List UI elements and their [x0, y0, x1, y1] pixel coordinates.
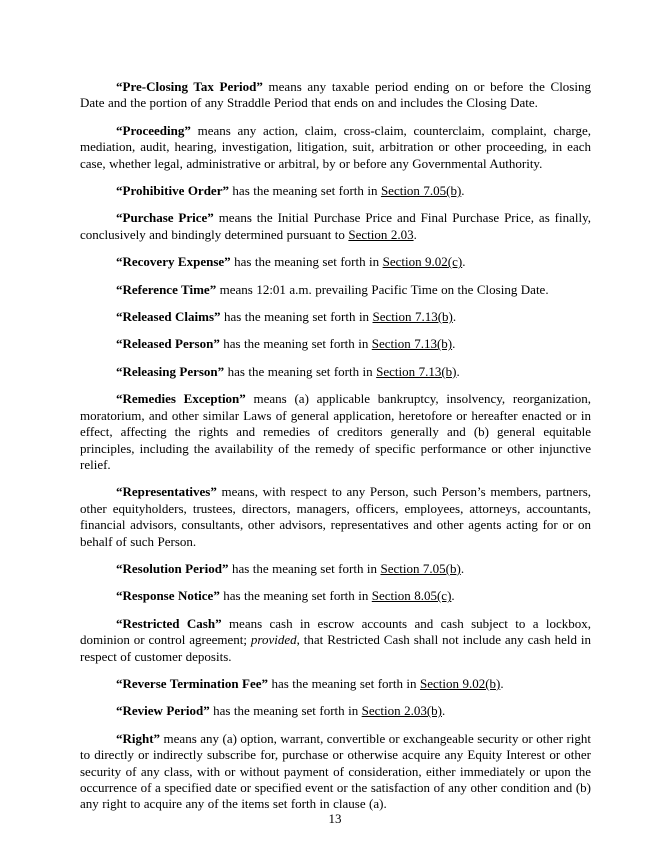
- defined-term: “Resolution Period”: [116, 560, 229, 576]
- defined-term: “Reference Time”: [116, 281, 217, 297]
- defined-term: “Pre-Closing Tax Period”: [116, 79, 263, 94]
- body-text: .: [460, 560, 465, 576]
- defined-term: “Released Claims”: [116, 309, 221, 325]
- definition-paragraph: [80, 391, 591, 473]
- defined-term: “Review Period”: [116, 703, 210, 719]
- body-text: means any taxable period ending on or before the Closing Date and the portion of any Straddle Period that ends on and includes the Closing Date.: [80, 79, 591, 111]
- defined-term: “Reverse Termination Fee”: [116, 675, 269, 691]
- definition-paragraph: [80, 484, 591, 550]
- body-text: has the meaning set forth in: [268, 675, 420, 691]
- section-reference: Section 9.02(b): [420, 675, 501, 691]
- emphasis-text: provided: [250, 632, 297, 648]
- defined-term: “Recovery Expense”: [116, 254, 231, 270]
- body-text: means the Initial Purchase Price and Final Purchase Price, as finally, conclusively and bindingly determined pursuant to: [80, 210, 591, 242]
- body-text: means cash in escrow accounts and cash subject to a lockbox, dominion or control agreement;: [80, 615, 592, 648]
- definition-paragraph: [80, 210, 591, 243]
- section-reference: Section 7.05(b): [380, 560, 461, 576]
- body-text: .: [452, 336, 456, 352]
- definition-paragraph: [80, 336, 591, 352]
- body-text: .: [500, 675, 504, 691]
- defined-term: “Response Notice”: [116, 588, 220, 604]
- body-text: has the meaning set forth in: [219, 588, 372, 604]
- body-text: has the meaning set forth in: [230, 254, 383, 270]
- defined-term: “Purchase Price”: [116, 210, 214, 226]
- body-text: .: [413, 226, 417, 242]
- defined-term: “Prohibitive Order”: [116, 183, 229, 199]
- defined-term: “Right”: [116, 730, 161, 746]
- defined-term: “Releasing Person”: [116, 363, 225, 379]
- defined-term: “Released Person”: [116, 336, 220, 352]
- section-reference: Section 2.03: [348, 226, 414, 242]
- section-reference: Section 7.13(b): [372, 309, 453, 325]
- body-text: means (a) applicable bankruptcy, insolvency, reorganization, moratorium, and other similar Laws of general application, heretofore or hereafter enacted or in effect, affecting the rights and remedies of creditors generally and (b) general equitable principles, including the availability of the remedy of specific performance or other injunctive relief.: [80, 391, 591, 472]
- body-text: .: [462, 254, 466, 270]
- defined-term: “Remedies Exception”: [116, 391, 246, 407]
- body-text: means any action, claim, cross-claim, counterclaim, complaint, charge, mediation, audit, hearing, investigation, litigation, suit, arbitration or other proceeding, in each case, whether legal, administrative or arbitral, by or before any Governmental Authority.: [80, 122, 591, 171]
- body-text: .: [452, 309, 457, 325]
- body-text: has the meaning set forth in: [220, 309, 373, 325]
- body-text: has the meaning set forth in: [228, 560, 381, 576]
- section-reference: Section 8.05(c): [371, 588, 452, 604]
- body-text: has the meaning set forth in: [228, 183, 381, 199]
- page-number: 13: [328, 811, 342, 826]
- definition-paragraph: [80, 703, 591, 719]
- definition-paragraph: [80, 616, 591, 665]
- body-text: has the meaning set forth in: [209, 703, 362, 719]
- defined-term: “Representatives”: [116, 484, 217, 500]
- body-text: means any (a) option, warrant, convertible or exchangeable security or other right to directly or indirectly subscribe for, purchase or otherwise acquire any Equity Interest or other security of any class, with or without payment of consideration, either immediately or upon the occurrence of a specified date or specified event or the satisfaction of any other condition and (b) any right to acquire any of the items set forth in clause (a).: [80, 730, 591, 812]
- definitions-list: [80, 79, 591, 824]
- body-text: .: [451, 588, 455, 604]
- definition-paragraph: [80, 79, 591, 112]
- defined-term: “Restricted Cash”: [116, 615, 222, 631]
- definition-paragraph: [80, 254, 591, 270]
- definition-paragraph: [80, 123, 591, 172]
- body-text: has the meaning set forth in: [219, 336, 372, 352]
- body-text: .: [442, 703, 446, 719]
- definition-paragraph: [80, 183, 591, 199]
- definition-paragraph: [80, 731, 591, 813]
- section-reference: Section 7.13(b): [376, 363, 457, 379]
- definition-paragraph: [80, 561, 591, 577]
- definition-paragraph: [80, 676, 591, 692]
- body-text: , that Restricted Cash shall not include any cash held in respect of customer deposits.: [80, 632, 591, 664]
- section-reference: Section 7.05(b): [380, 183, 462, 199]
- body-text: .: [461, 183, 465, 199]
- definition-paragraph: [80, 588, 591, 604]
- section-reference: Section 9.02(c): [382, 254, 463, 270]
- definition-paragraph: [80, 282, 591, 298]
- section-reference: Section 7.13(b): [371, 336, 453, 352]
- definition-paragraph: [80, 309, 591, 325]
- defined-term: “Proceeding”: [116, 122, 191, 138]
- body-text: .: [456, 363, 460, 379]
- body-text: has the meaning set forth in: [224, 363, 377, 379]
- section-reference: Section 2.03(b): [361, 703, 443, 719]
- body-text: means 12:01 a.m. prevailing Pacific Time on the Closing Date.: [216, 281, 549, 297]
- definition-paragraph: [80, 364, 591, 380]
- body-text: means, with respect to any Person, such Person’s members, partners, other equityholders, trustees, directors, managers, officers, employees, attorneys, accountants, financial advisors, consultants, other advisors, representatives and other agents acting for or on behalf of such Person.: [80, 484, 591, 549]
